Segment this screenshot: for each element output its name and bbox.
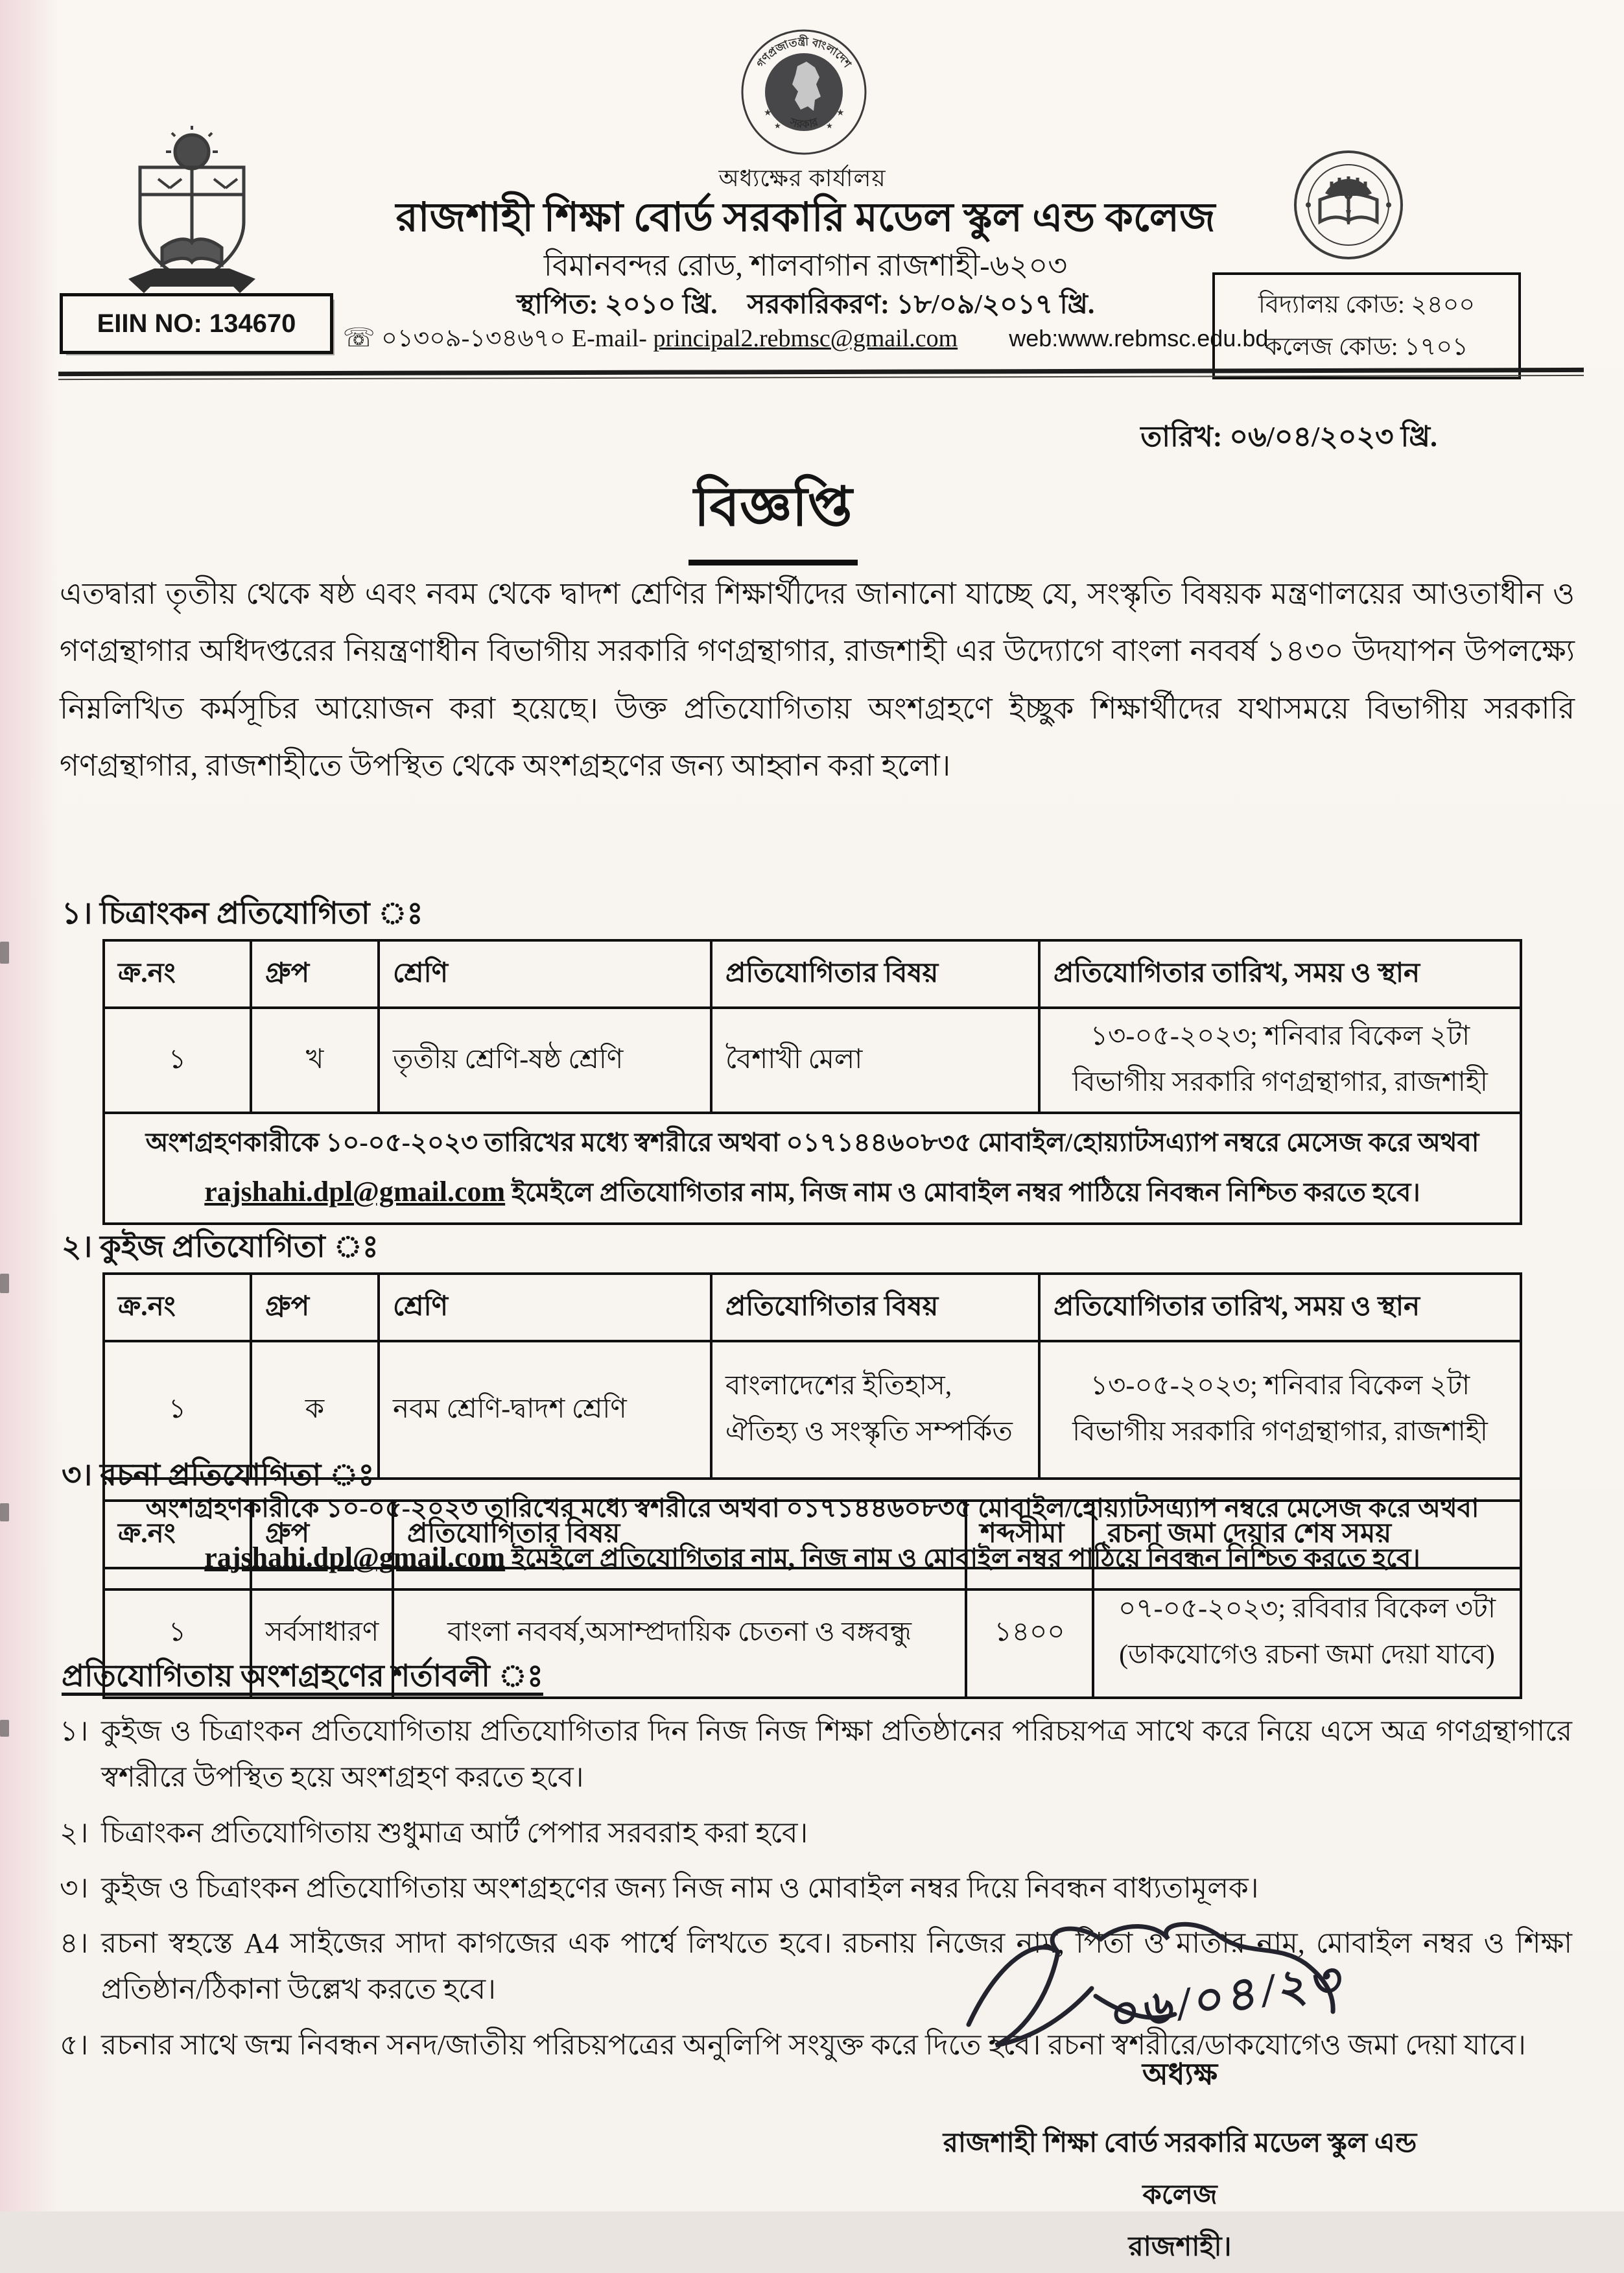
svg-text:★: ★: [774, 121, 781, 130]
office-label: অধ্যক্ষের কার্যালয়: [718, 165, 886, 191]
phone-icon: ☏: [342, 323, 375, 353]
cell-subject: বাংলাদেশের ইতিহাস, ঐতিহ্য ও সংস্কৃতি সম্পর্কিত: [711, 1341, 1039, 1479]
col-class: শ্রেণি: [379, 940, 711, 1008]
cell-serial: ১: [104, 1008, 251, 1113]
cell-datetime: ১৩-০৫-২০২৩; শনিবার বিকেল ২টা বিভাগীয় সরকারি গণগ্রন্থাগার, রাজশাহী: [1039, 1008, 1521, 1113]
principal-email: principal2.rebmsc@gmail.com: [653, 325, 958, 352]
scan-artifact: [0, 942, 9, 964]
registration-email: rajshahi.dpl@gmail.com: [204, 1176, 506, 1208]
school-name-title: রাজশাহী শিক্ষা বোর্ড সরকারি মডেল স্কুল এন্ড কলেজ: [395, 196, 1216, 240]
institution-codes-box: [1212, 272, 1521, 379]
school-code: বিদ্যালয় কোড: ২৪০০: [1258, 291, 1476, 318]
signatory-organization: রাজশাহী শিক্ষা বোর্ড সরকারি মডেল স্কুল এন্ড কলেজ রাজশাহী।: [943, 2128, 1417, 2262]
registration-email: rajshahi.dpl@gmail.com: [204, 1541, 506, 1573]
cell-group: ক: [251, 1341, 379, 1479]
section-1-title: ১। চিত্রাংকন প্রতিযোগিতা ঃ: [62, 897, 423, 931]
college-code: কলেজ কোড: ১৭০১: [1265, 333, 1468, 361]
cell-word-limit: ১৪০০: [966, 1568, 1093, 1698]
table-row: [104, 1008, 1521, 1113]
conditions-heading: প্রতিযোগিতায় অংশগ্রহণের শর্তাবলী ঃ: [62, 1660, 543, 1693]
cell-subject: বাংলা নববর্ষ,অসাম্প্রদায়িক চেতনা ও বঙ্গবন্ধু: [393, 1568, 966, 1698]
svg-text:★: ★: [764, 108, 772, 118]
education-board-seal-icon: [1291, 148, 1406, 265]
phone-number: ০১৩০৯-১৩৪৬৭০: [381, 325, 566, 352]
drawing-competition-table: [102, 939, 1522, 1225]
svg-text:★: ★: [836, 108, 845, 118]
signature-block: [921, 1914, 1439, 2273]
table-header-row: [104, 1274, 1521, 1341]
col-serial: ক্র.নং: [104, 1501, 251, 1568]
established-date: স্থাপিত: ২০১০ খ্রি.: [516, 290, 718, 320]
list-item: ৩। কুইজ ও চিত্রাংকন প্রতিযোগিতায় অংশগ্রহণের জন্য নিজ নাম ও মোবাইল নম্বর দিয়ে নিবন্ধন বাধ্যতামূলক।: [60, 1872, 1259, 1904]
notice-title: বিজ্ঞপ্তি: [0, 464, 1546, 565]
signature-date: ০৬/০৪/২৩: [1109, 1951, 1347, 2042]
crest-ribbon: [128, 268, 255, 293]
col-serial: ক্র.নং: [104, 940, 251, 1008]
cell-class: নবম শ্রেণি-দ্বাদশ শ্রেণি: [379, 1341, 711, 1479]
eiin-number-box: [60, 293, 333, 354]
school-address: বিমানবন্দর রোড, শালবাগান রাজশাহী-৬২০৩: [543, 249, 1068, 282]
col-group: গ্রুপ: [251, 1501, 393, 1568]
col-class: শ্রেণি: [379, 1274, 711, 1341]
notice-intro-paragraph: এতদ্বারা তৃতীয় থেকে ষষ্ঠ এবং নবম থেকে দ্বাদশ শ্রেণির শিক্ষার্থীদের জানানো যাচ্ছে যে, সংস্কৃতি বিষয়ক মন্ত্রণালয়ের আওতাধীন ও গণগ্রন্থাগার অধিদপ্তরের নিয়ন্ত্রণাধীন বিভাগীয় সরকারি গণগ্রন্থাগার, রাজশাহী এর উদ্যোগে বাংলা নববর্ষ ১৪৩০ উদযাপন উপলক্ষ্যে নিম্নলিখিত কর্মসূচির আয়োজন করা হয়েছে। উক্ত প্রতিযোগিতায় অংশগ্রহণে ইচ্ছুক শিক্ষার্থীদের যথাসময়ে বিভাগীয় সরকারি গণগ্রন্থাগার, রাজশাহীতে উপস্থিত থেকে অংশগ্রহণের জন্য আহ্বান করা হলো।: [60, 577, 1575, 782]
table-header-row: [104, 940, 1521, 1008]
table-note-row: [104, 1113, 1521, 1224]
col-deadline: রচনা জমা দেয়ার শেষ সময়: [1093, 1501, 1521, 1568]
signatory-designation: অধ্যক্ষ: [1142, 2058, 1218, 2091]
eiin-number: EIIN NO: 134670: [97, 309, 296, 338]
col-group: গ্রুপ: [251, 1274, 379, 1341]
cell-group: সর্বসাধারণ: [251, 1568, 393, 1698]
list-item: ২। চিত্রাংকন প্রতিযোগিতায় শুধুমাত্র আর্ট পেপার সরবরাহ করা হবে।: [60, 1816, 808, 1849]
col-word-limit: শব্দসীমা: [966, 1501, 1093, 1568]
scan-artifact: [0, 1274, 9, 1293]
website-url: web:www.rebmsc.edu.bd: [1009, 325, 1269, 351]
registration-note: অংশগ্রহণকারীকে ১০-০৫-২০২৩ তারিখের মধ্যে স্বশরীরে অথবা ০১৭১৪৪৬০৮৩৫ মোবাইল/হোয়্যাটসএ্যাপ নম্বরে মেসেজ করে অথবা rajshahi.dpl@gmail.com ইমেইলে প্রতিযোগিতার নাম, নিজ নাম ও মোবাইল নম্বর পাঠিয়ে নিবন্ধন নিশ্চিত করতে হবে।: [104, 1113, 1521, 1224]
section-3-title: ৩। রচনা প্রতিযোগিতা ঃ: [62, 1458, 375, 1492]
registration-note: অংশগ্রহণকারীকে ১০-০৫-২০২৩ তারিখের মধ্যে স্বশরীরে অথবা ০১৭১৪৪৬০৮৩৫ মোবাইল/হোয়্যাটসএ্যাপ নম্বরে মেসেজ করে অথবা rajshahi.dpl@gmail.com ইমেইলে প্রতিযোগিতার নাম, নিজ নাম ও মোবাইল নম্বর পাঠিয়ে নিবন্ধন নিশ্চিত করতে হবে।: [104, 1479, 1521, 1589]
cell-group: খ: [251, 1008, 379, 1113]
list-item: ৪। রচনা স্বহস্তে A4 সাইজের সাদা কাগজের এক পার্শ্বে লিখতে হবে। রচনায় নিজের নাম, পিতা ও মাতার নাম, মোবাইল নম্বর ও শিক্ষা প্রতিষ্ঠান/ঠিকানা উল্লেখ করতে হবে।: [60, 1927, 1572, 2006]
col-datetime: প্রতিযোগিতার তারিখ, সময় ও স্থান: [1039, 940, 1521, 1008]
list-item: ১। কুইজ ও চিত্রাংকন প্রতিযোগিতায় প্রতিযোগিতার দিন নিজ নিজ শিক্ষা প্রতিষ্ঠানের পরিচয়পত্র সাথে করে নিয়ে এসে অত্র গণগ্রন্থাগারে স্বশরীরে উপস্থিত হয়ে অংশগ্রহণ করতে হবে।: [60, 1715, 1572, 1794]
scan-artifact: [0, 1503, 9, 1521]
scan-artifact: [0, 1720, 9, 1737]
col-serial: ক্র.নং: [104, 1274, 251, 1341]
email-label: E-mail-: [571, 325, 647, 352]
principal-signature: [921, 1914, 1439, 2064]
seal-top-text: গণপ্রজাতন্ত্রী বাংলাদেশ: [754, 35, 854, 70]
col-subject: প্রতিযোগিতার বিষয়: [393, 1501, 966, 1568]
notice-date: তারিখ: ০৬/০৪/২০২৩ খ্রি.: [1140, 421, 1437, 453]
col-subject: প্রতিযোগিতার বিষয়: [711, 940, 1039, 1008]
cell-datetime: ১৩-০৫-২০২৩; শনিবার বিকেল ২টা বিভাগীয় সরকারি গণগ্রন্থাগার, রাজশাহী: [1039, 1341, 1521, 1479]
col-subject: প্রতিযোগিতার বিষয়: [711, 1274, 1039, 1341]
col-datetime: প্রতিযোগিতার তারিখ, সময় ও স্থান: [1039, 1274, 1521, 1341]
cell-serial: ১: [104, 1341, 251, 1479]
svg-text:★: ★: [826, 121, 833, 130]
cell-class: তৃতীয় শ্রেণি-ষষ্ঠ শ্রেণি: [379, 1008, 711, 1113]
section-2-title: ২। কুইজ প্রতিযোগিতা ঃ: [62, 1230, 379, 1264]
seal-bottom-text: সরকার: [788, 115, 820, 131]
list-item: ৫। রচনার সাথে জন্ম নিবন্ধন সনদ/জাতীয় পরিচয়পত্রের অনুলিপি সংযুক্ত করে দিতে হবে। রচনা স্বশরীরে/ডাকযোগেও জমা দেয়া যাবে।: [60, 2029, 1526, 2061]
cell-subject: বৈশাখী মেলা: [711, 1008, 1039, 1113]
nationalized-date: সরকারিকরণ: ১৮/০৯/২০১৭ খ্রি.: [747, 290, 1095, 320]
cell-serial: ১: [104, 1568, 251, 1698]
school-crest-icon: [115, 125, 268, 316]
col-group: গ্রুপ: [251, 940, 379, 1008]
table-header-row: [104, 1501, 1521, 1568]
cell-deadline: ০৭-০৫-২০২৩; রবিবার বিকেল ৩টা (ডাকযোগেও রচনা জমা দেয়া যাবে): [1093, 1568, 1521, 1698]
government-seal-icon: [738, 26, 870, 161]
